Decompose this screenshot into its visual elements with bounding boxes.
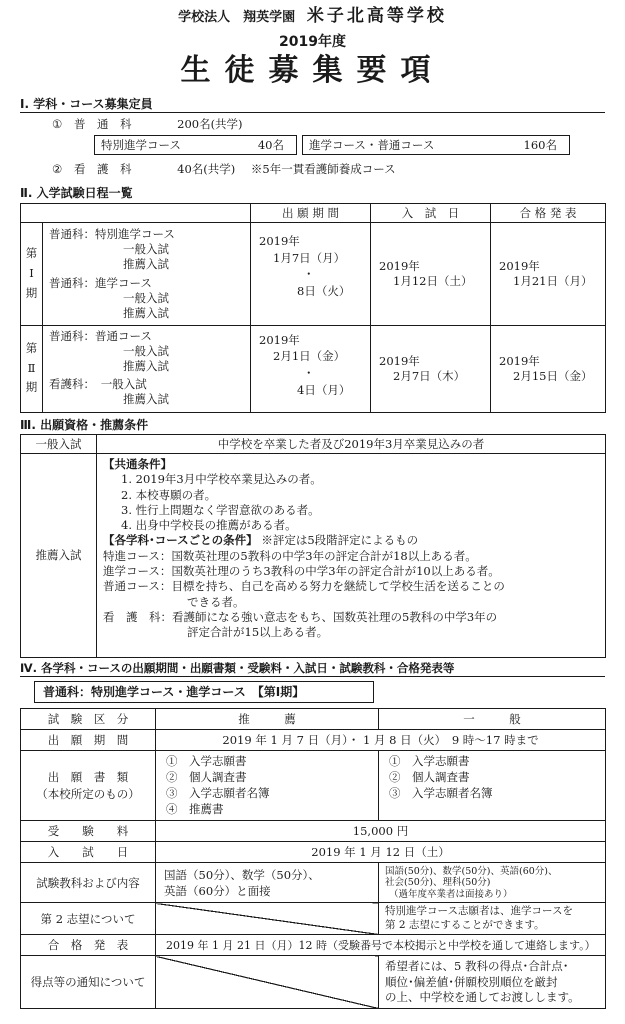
schedule-header-row	[21, 204, 606, 223]
capacity-general	[52, 117, 243, 131]
details-docs-row	[21, 751, 606, 821]
course-line: 一般入試	[123, 241, 169, 256]
details-table	[20, 708, 606, 1009]
subjects-recommend	[156, 863, 379, 903]
exam-year: 2019年	[379, 354, 420, 369]
course-text-cont: 評定合計が15以上ある者。	[187, 625, 329, 640]
fee-value: 15,000 円	[156, 821, 606, 842]
notice-label: 得点等の通知について	[21, 956, 156, 1009]
schedule-table	[20, 203, 606, 413]
period-exam-date	[371, 325, 491, 412]
period-courses	[43, 325, 251, 412]
result-value: 2019 年 1 月 21 日（月）12 時（受験番号で本校掲示と中学校を通して連絡します。）	[156, 935, 606, 956]
header-app-period: 出 願 期 間	[251, 204, 371, 223]
course-text: 目標を持ち、自己を高める努力を継続して学校生活を送ることの	[171, 579, 505, 594]
period-label	[21, 223, 43, 326]
notice-general	[379, 956, 606, 1009]
second-choice-general	[379, 903, 606, 935]
course-line: 普通科：普通コース	[49, 328, 152, 343]
doc-item: ① 入学志願書	[166, 754, 247, 768]
common-item: 3. 性行上問題なく学習意欲のある者。	[121, 502, 320, 517]
app-dot: ・	[303, 365, 315, 380]
second-choice-label: 第 2 志望について	[21, 903, 156, 935]
docs-label-line: 出 願 書 類	[47, 770, 129, 785]
dept-capacity: 40名(共学)	[177, 162, 236, 176]
app-dot: ・	[303, 267, 315, 282]
header-line	[0, 6, 625, 27]
details-second-choice-row	[21, 903, 606, 935]
exam-date: 2月7日（木）	[393, 368, 466, 383]
app-year: 2019年	[259, 234, 300, 248]
recommend-header: 推 薦	[156, 709, 379, 730]
notice-line: 希望者には、5 教科の得点･合計点･	[385, 959, 569, 974]
section-4-heading: Ⅳ. 各学科・コースの出願期間・出願書類・受験料・入試日・試験教科・合格発表等	[20, 661, 455, 675]
subjects-line: 国語（50分）、数学（50分）、	[164, 867, 320, 882]
section-3-heading: Ⅲ. 出願資格・推薦条件	[20, 418, 149, 432]
period-label-bot: 期	[25, 380, 38, 395]
header-exam-date: 入 試 日	[371, 204, 491, 223]
course-line: 看護科： 一般入試	[49, 377, 147, 392]
subjects-label: 試験教科および内容	[21, 863, 156, 903]
second-choice-line: 第 2 志望にすることができます。	[385, 918, 545, 931]
doc-item: ① 入学志願書	[389, 754, 470, 768]
general-label: 一般入試	[21, 435, 97, 454]
second-choice-recommend-na	[156, 903, 379, 935]
item-number: ①	[52, 117, 63, 131]
course-line: 一般入試	[123, 290, 169, 305]
course-condition	[103, 564, 599, 579]
app-to: 4日（月）	[297, 382, 351, 397]
page-title: 生徒募集要項	[180, 53, 445, 88]
subjects-line: 国語(50分)、数学(50分)、英語(60分)、	[385, 865, 558, 877]
details-subjects-row	[21, 863, 606, 903]
doc-item: ④ 推薦書	[166, 801, 224, 816]
period-label-top: 第	[25, 246, 38, 261]
dept-capacity: 200名(共学)	[177, 117, 243, 131]
details-header-row	[21, 709, 606, 730]
docs-label	[21, 751, 156, 821]
section-2-heading: Ⅱ. 入学試験日程一覧	[20, 186, 133, 200]
course-period-box: 普通科：特別進学コース・進学コース 【第Ⅰ期】	[34, 681, 374, 703]
schedule-row-period-1	[21, 223, 606, 326]
period-label-mid: Ⅰ	[29, 266, 34, 281]
course-line: 推薦入試	[123, 256, 169, 271]
course-title: 【各学科･コースごとの条件】	[103, 533, 258, 548]
common-item: 4. 出身中学校長の推薦がある者。	[121, 518, 297, 533]
course-condition	[103, 579, 599, 594]
course-name: 看 護 科：	[103, 609, 172, 624]
course-capacity: 160名	[523, 138, 557, 152]
period-label-top: 第	[25, 341, 38, 356]
result-label: 合 格 発 表	[21, 935, 156, 956]
subjects-line: （過年度卒業者は面接あり）	[389, 888, 513, 900]
details-exam-row	[21, 842, 606, 863]
course-condition	[103, 610, 599, 625]
eligibility-recommend-row	[21, 454, 606, 658]
exam-label: 入 試 日	[21, 842, 156, 863]
dept-name: 普 通 科	[73, 117, 132, 131]
common-item: 2. 本校専願の者。	[121, 487, 217, 502]
common-item: 1. 2019年3月中学校卒業見込みの者。	[121, 472, 322, 487]
doc-item: ② 個人調査書	[389, 769, 470, 784]
notice-line: の上、中学校を通してお渡しします。	[385, 990, 580, 1005]
common-title: 【共通条件】	[103, 457, 172, 471]
capacity-nursing	[52, 162, 396, 176]
period-label-mid: Ⅱ	[27, 360, 36, 375]
doc-item: ③ 入学志願者名簿	[166, 785, 270, 800]
result-year: 2019年	[499, 354, 540, 369]
recommend-label: 推薦入試	[21, 454, 97, 658]
result-year: 2019年	[499, 259, 540, 274]
header-blank	[21, 204, 251, 223]
course-name: 普通コース：	[103, 579, 172, 594]
docs-recommend	[156, 751, 379, 821]
general-text: 中学校を卒業した者及び2019年3月卒業見込みの者	[97, 435, 606, 454]
kubun-header: 試 験 区 分	[21, 709, 156, 730]
period-result-date	[491, 223, 606, 326]
fee-label: 受 験 料	[21, 821, 156, 842]
doc-item: ③ 入学志願者名簿	[389, 785, 493, 800]
course-text-cont: できる者。	[187, 594, 245, 609]
capacity-box-tokushin	[94, 135, 297, 155]
subjects-line: 英語（60分）と面接	[164, 883, 271, 898]
course-line: 推薦入試	[123, 358, 169, 373]
dept-name: 看 護 科	[73, 162, 132, 176]
recommend-conditions	[97, 454, 606, 658]
schedule-row-period-2	[21, 325, 606, 412]
eligibility-table	[20, 434, 606, 658]
course-text: 国数英社理のうち3教科の中学3年の評定合計が10以上ある者。	[171, 563, 500, 578]
course-text: 看護師になる強い意志をもち、国数英社理の5教科の中学3年の	[172, 609, 498, 624]
fiscal-year: 2019年度	[279, 34, 346, 50]
details-result-row	[21, 935, 606, 956]
dept-note: ※5年一貫看護師養成コース	[250, 162, 396, 176]
details-fee-row	[21, 821, 606, 842]
section-4-rule	[20, 676, 605, 677]
corporation-name: 学校法人 翔英学園	[178, 10, 296, 25]
period-label	[21, 325, 43, 412]
second-choice-line: 特別進学コース志願者は、進学コースを	[385, 905, 573, 918]
subjects-line: 社会(50分)、理科(50分)	[385, 877, 491, 889]
subjects-general	[379, 863, 606, 903]
docs-label-line: （本校所定のもの）	[36, 786, 140, 801]
course-name: 進学コース：	[103, 563, 172, 578]
period-label-bot: 期	[25, 285, 38, 300]
course-line: 一般入試	[123, 343, 169, 358]
capacity-box-shingaku-futsu	[302, 135, 570, 155]
exam-year: 2019年	[379, 259, 420, 274]
period-app-dates	[251, 223, 371, 326]
course-condition	[103, 549, 599, 564]
eligibility-general-row	[21, 435, 606, 454]
app-from: 1月7日（月）	[273, 250, 346, 265]
general-header: 一 般	[379, 709, 606, 730]
course-name: 特別進学コース	[101, 138, 181, 152]
app-from: 2月1日（金）	[273, 349, 346, 364]
section-1-heading: Ⅰ. 学科・コース募集定員	[20, 97, 153, 111]
section-1-rule	[20, 112, 605, 113]
period-result-date	[491, 325, 606, 412]
course-line: 推薦入試	[123, 305, 169, 320]
period-label: 出 願 期 間	[21, 730, 156, 751]
details-notice-row	[21, 956, 606, 1009]
course-name: 特進コース：	[103, 548, 172, 563]
period-app-dates	[251, 325, 371, 412]
app-to: 8日（火）	[297, 284, 351, 299]
period-courses	[43, 223, 251, 326]
course-line: 普通科：進学コース	[49, 275, 152, 290]
period-exam-date	[371, 223, 491, 326]
exam-value: 2019 年 1 月 12 日（土）	[156, 842, 606, 863]
notice-recommend-na	[156, 956, 379, 1009]
result-date: 1月21日（月）	[513, 273, 593, 288]
course-line: 普通科：特別進学コース	[49, 227, 175, 241]
result-date: 2月15日（金）	[513, 368, 593, 383]
exam-date: 1月12日（土）	[393, 273, 473, 288]
course-conditions-title	[103, 533, 599, 548]
header-result: 合 格 発 表	[491, 204, 606, 223]
school-name: 米子北高等学校	[306, 6, 447, 26]
doc-item: ② 個人調査書	[166, 769, 247, 784]
docs-general	[379, 751, 606, 821]
notice-line: 順位･偏差値･併願校別順位を厳封	[385, 974, 558, 989]
period-value: 2019 年 1 月 7 日（月）・ 1 月 8 日（火） 9 時～17 時まで	[156, 730, 606, 751]
course-line: 推薦入試	[123, 392, 169, 407]
course-name: 進学コース・普通コース	[309, 138, 435, 152]
course-text: 国数英社理の5教科の中学3年の評定合計が18以上ある者。	[171, 548, 477, 563]
details-period-row	[21, 730, 606, 751]
course-capacity: 40名	[257, 138, 284, 152]
app-year: 2019年	[259, 332, 300, 347]
item-number: ②	[52, 162, 63, 176]
course-note: ※評定は5段階評定によるもの	[261, 533, 419, 548]
